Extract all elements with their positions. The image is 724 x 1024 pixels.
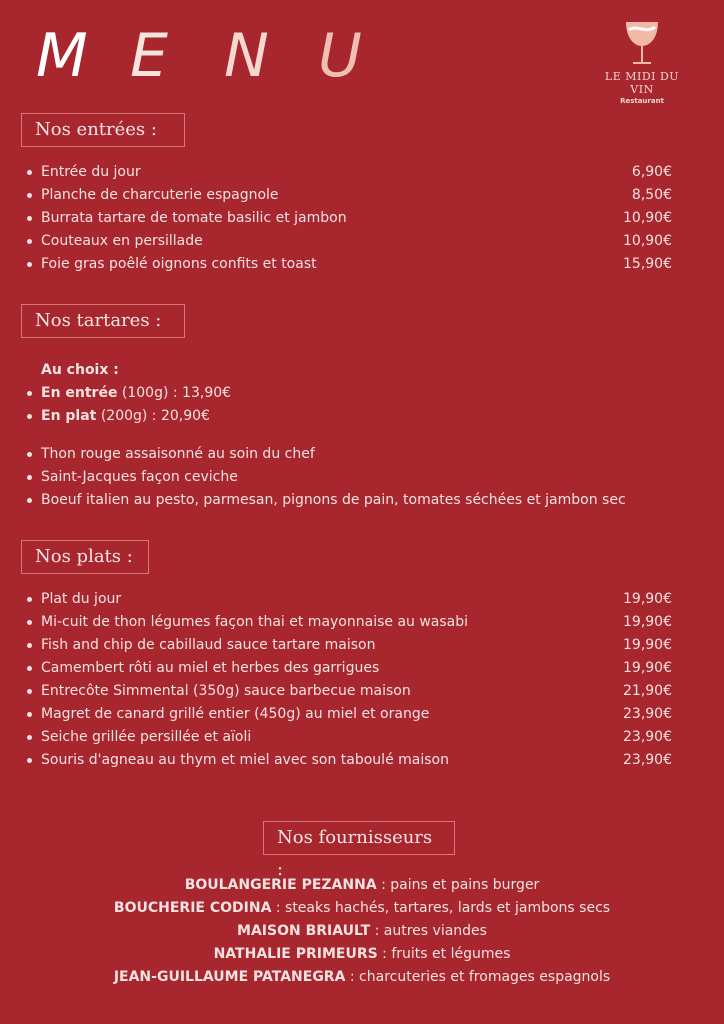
- menu-title: [36, 21, 412, 91]
- supplier-name: MAISON BRIAULT: [237, 923, 371, 939]
- supplier-detail: : pains et pains burger: [376, 877, 540, 893]
- list-item: [24, 680, 672, 703]
- list-item: [24, 230, 672, 253]
- item-name: Entrecôte Simmental (350g) sauce barbecue maison: [41, 683, 411, 699]
- item-name: Fish and chip de cabillaud sauce tartare maison: [41, 637, 376, 653]
- list-item: [24, 443, 704, 466]
- section-heading-tartares: Nos tartares :: [21, 304, 185, 338]
- list-item: [24, 726, 672, 749]
- list-item: [24, 382, 672, 405]
- item-price: 15,90€: [623, 256, 672, 272]
- item-price: 21,90€: [623, 683, 672, 699]
- item-price: 8,50€: [631, 187, 672, 203]
- item-price: 10,90€: [623, 210, 672, 226]
- item-price: 23,90€: [623, 706, 672, 722]
- tartares-list: [24, 443, 704, 512]
- list-item: [24, 184, 672, 207]
- section-heading-plats: Nos plats :: [21, 540, 149, 574]
- item-name: Entrée du jour: [41, 164, 141, 180]
- supplier-detail: : autres viandes: [370, 923, 487, 939]
- choix-label: Au choix :: [41, 362, 119, 378]
- item-name: Mi-cuit de thon légumes façon thai et mayonnaise au wasabi: [41, 614, 469, 630]
- list-item: [24, 161, 672, 184]
- title-letter: N: [224, 21, 269, 91]
- item-price: 19,90€: [623, 637, 672, 653]
- supplier-detail: : steaks hachés, tartares, lards et jambons secs: [271, 900, 611, 916]
- supplier-name: JEAN-GUILLAUME PATANEGRA: [113, 969, 346, 985]
- supplier-line: [0, 920, 724, 943]
- item-price: 19,90€: [623, 614, 672, 630]
- choix-list: [24, 382, 672, 428]
- supplier-name: NATHALIE PRIMEURS: [213, 946, 378, 962]
- restaurant-logo: [594, 20, 690, 105]
- supplier-name: BOUCHERIE CODINA: [113, 900, 272, 916]
- item-price: 23,90€: [623, 729, 672, 745]
- item-price: 10,90€: [623, 233, 672, 249]
- section-heading-entrees: Nos entrées :: [21, 113, 185, 147]
- list-item: [24, 749, 672, 772]
- supplier-detail: : charcuteries et fromages espagnols: [345, 969, 611, 985]
- item-price: 19,90€: [623, 591, 672, 607]
- logo-subtitle: Restaurant: [620, 97, 664, 105]
- title-letter: U: [318, 21, 362, 91]
- item-price: 19,90€: [623, 660, 672, 676]
- choix-option: En plat: [41, 408, 97, 424]
- entrees-list: [24, 161, 672, 276]
- list-item: [24, 466, 704, 489]
- choix-detail: (100g) : 13,90€: [117, 385, 232, 401]
- supplier-detail: : fruits et légumes: [377, 946, 511, 962]
- item-price: 23,90€: [623, 752, 672, 768]
- item-name: Camembert rôti au miel et herbes des garrigues: [41, 660, 380, 676]
- list-item: [24, 634, 672, 657]
- list-item: [24, 489, 704, 512]
- wine-glass-icon: [620, 20, 664, 68]
- supplier-line: [0, 943, 724, 966]
- item-name: Seiche grillée persillée et aïoli: [41, 729, 252, 745]
- item-name: Planche de charcuterie espagnole: [41, 187, 279, 203]
- supplier-name: BOULANGERIE PEZANNA: [184, 877, 377, 893]
- supplier-line: [0, 897, 724, 920]
- list-item: [24, 703, 672, 726]
- supplier-line: [0, 966, 724, 989]
- item-name: Burrata tartare de tomate basilic et jambon: [41, 210, 347, 226]
- list-item: [24, 253, 672, 276]
- section-heading-fournisseurs: Nos fournisseurs :: [263, 821, 455, 855]
- list-item: [24, 405, 672, 428]
- item-name: Plat du jour: [41, 591, 122, 607]
- item-name: Souris d'agneau au thym et miel avec son taboulé maison: [41, 752, 449, 768]
- item-name: Boeuf italien au pesto, parmesan, pignons de pain, tomates séchées et jambon sec: [41, 492, 626, 508]
- suppliers-list: [0, 874, 724, 989]
- supplier-line: [0, 874, 724, 897]
- item-name: Magret de canard grillé entier (450g) au miel et orange: [41, 706, 430, 722]
- list-item: [24, 657, 672, 680]
- item-name: Saint-Jacques façon ceviche: [41, 469, 238, 485]
- item-price: 6,90€: [631, 164, 672, 180]
- list-item: [24, 588, 672, 611]
- logo-brand: LE MIDI DU VIN: [604, 70, 680, 96]
- title-letter: M: [36, 21, 88, 91]
- item-name: Couteaux en persillade: [41, 233, 203, 249]
- title-letter: E: [130, 21, 168, 91]
- item-name: Thon rouge assaisonné au soin du chef: [41, 446, 315, 462]
- plats-list: [24, 588, 672, 772]
- list-item: [24, 611, 672, 634]
- list-item: [24, 207, 672, 230]
- item-name: Foie gras poêlé oignons confits et toast: [41, 256, 317, 272]
- choix-option: En entrée: [41, 385, 118, 401]
- choix-detail: (200g) : 20,90€: [96, 408, 210, 424]
